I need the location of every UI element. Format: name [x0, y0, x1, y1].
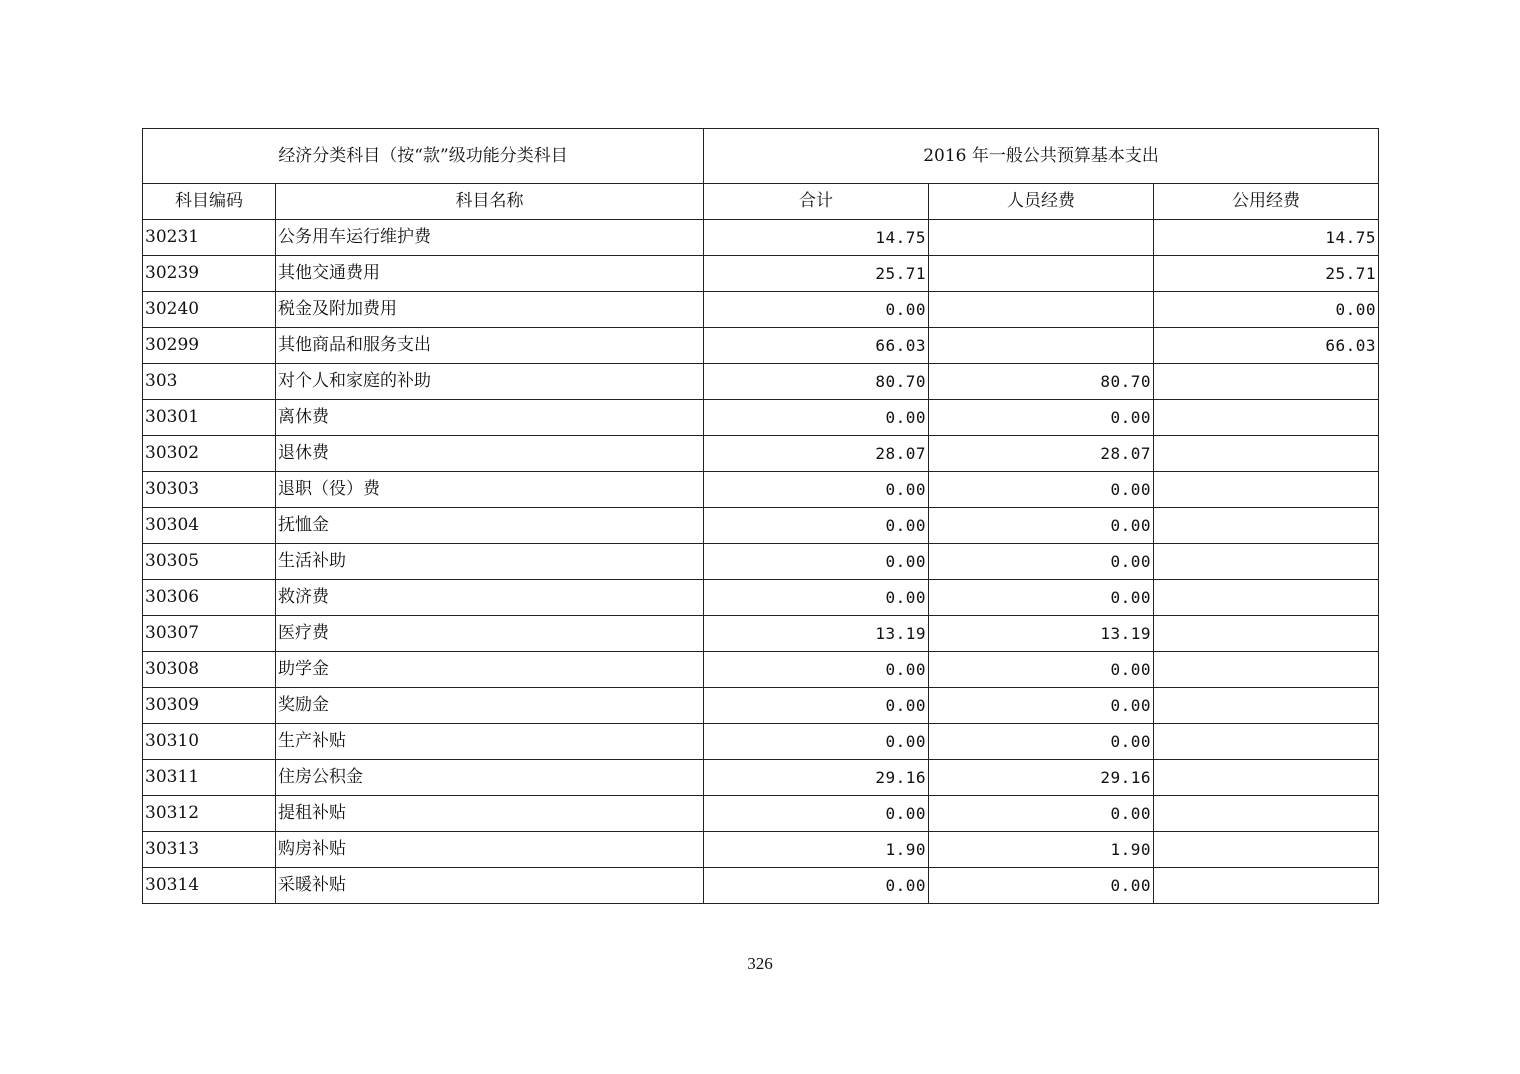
- cell-total: 25.71: [704, 256, 929, 292]
- cell-code: 30305: [143, 544, 276, 580]
- cell-public: [1154, 724, 1379, 760]
- cell-personnel: 0.00: [929, 688, 1154, 724]
- column-header-code: 科目编码: [143, 184, 276, 220]
- cell-name: 税金及附加费用: [276, 292, 704, 328]
- cell-name: 助学金: [276, 652, 704, 688]
- cell-code: 30302: [143, 436, 276, 472]
- cell-code: 30239: [143, 256, 276, 292]
- cell-personnel: 0.00: [929, 544, 1154, 580]
- cell-personnel: 1.90: [929, 832, 1154, 868]
- cell-name: 住房公积金: [276, 760, 704, 796]
- cell-personnel: 0.00: [929, 652, 1154, 688]
- table-row: [143, 256, 1379, 292]
- cell-code: 30312: [143, 796, 276, 832]
- table-row: [143, 616, 1379, 652]
- cell-public: 25.71: [1154, 256, 1379, 292]
- cell-code: 30231: [143, 220, 276, 256]
- cell-name: 其他交通费用: [276, 256, 704, 292]
- cell-name: 其他商品和服务支出: [276, 328, 704, 364]
- table-row: [143, 328, 1379, 364]
- table-row: [143, 832, 1379, 868]
- cell-public: [1154, 544, 1379, 580]
- cell-public: [1154, 472, 1379, 508]
- cell-public: 14.75: [1154, 220, 1379, 256]
- cell-total: 0.00: [704, 580, 929, 616]
- cell-code: 30313: [143, 832, 276, 868]
- cell-total: 0.00: [704, 292, 929, 328]
- cell-name: 购房补贴: [276, 832, 704, 868]
- table-row: [143, 580, 1379, 616]
- cell-name: 采暖补贴: [276, 868, 704, 904]
- cell-total: 66.03: [704, 328, 929, 364]
- table-row: [143, 364, 1379, 400]
- cell-personnel: 0.00: [929, 868, 1154, 904]
- cell-public: [1154, 760, 1379, 796]
- cell-personnel: 80.70: [929, 364, 1154, 400]
- cell-public: 66.03: [1154, 328, 1379, 364]
- cell-code: 30303: [143, 472, 276, 508]
- cell-name: 离休费: [276, 400, 704, 436]
- table-row: [143, 544, 1379, 580]
- cell-name: 公务用车运行维护费: [276, 220, 704, 256]
- cell-code: 30310: [143, 724, 276, 760]
- cell-code: 303: [143, 364, 276, 400]
- cell-personnel: 0.00: [929, 724, 1154, 760]
- cell-code: 30304: [143, 508, 276, 544]
- table-row: [143, 688, 1379, 724]
- group-header-row: [143, 129, 1379, 184]
- table-row: [143, 652, 1379, 688]
- cell-code: 30309: [143, 688, 276, 724]
- cell-code: 30314: [143, 868, 276, 904]
- group-header-budget-expenditure: 2016 年一般公共预算基本支出: [704, 129, 1379, 184]
- cell-personnel: 28.07: [929, 436, 1154, 472]
- cell-total: 0.00: [704, 652, 929, 688]
- cell-public: [1154, 616, 1379, 652]
- cell-name: 奖励金: [276, 688, 704, 724]
- table-row: [143, 436, 1379, 472]
- cell-name: 生活补助: [276, 544, 704, 580]
- cell-public: [1154, 832, 1379, 868]
- cell-total: 0.00: [704, 868, 929, 904]
- cell-total: 0.00: [704, 796, 929, 832]
- cell-public: [1154, 400, 1379, 436]
- cell-code: 30307: [143, 616, 276, 652]
- cell-public: [1154, 652, 1379, 688]
- budget-table: [142, 128, 1379, 904]
- cell-code: 30301: [143, 400, 276, 436]
- cell-code: 30240: [143, 292, 276, 328]
- cell-personnel: 0.00: [929, 580, 1154, 616]
- cell-total: 0.00: [704, 688, 929, 724]
- column-header-total: 合计: [704, 184, 929, 220]
- table-row: [143, 472, 1379, 508]
- table-row: [143, 508, 1379, 544]
- table-row: [143, 724, 1379, 760]
- cell-public: [1154, 868, 1379, 904]
- cell-personnel: 29.16: [929, 760, 1154, 796]
- page-number: 326: [747, 954, 773, 973]
- cell-code: 30308: [143, 652, 276, 688]
- cell-total: 0.00: [704, 400, 929, 436]
- cell-public: [1154, 580, 1379, 616]
- cell-name: 退职（役）费: [276, 472, 704, 508]
- cell-personnel: 0.00: [929, 472, 1154, 508]
- cell-total: 0.00: [704, 508, 929, 544]
- column-header-personnel: 人员经费: [929, 184, 1154, 220]
- cell-personnel: [929, 292, 1154, 328]
- cell-total: 80.70: [704, 364, 929, 400]
- cell-total: 29.16: [704, 760, 929, 796]
- cell-name: 退休费: [276, 436, 704, 472]
- cell-public: [1154, 688, 1379, 724]
- cell-public: [1154, 364, 1379, 400]
- cell-personnel: [929, 256, 1154, 292]
- cell-name: 提租补贴: [276, 796, 704, 832]
- table-row: [143, 400, 1379, 436]
- cell-personnel: 0.00: [929, 508, 1154, 544]
- cell-personnel: [929, 220, 1154, 256]
- table-header: [143, 129, 1379, 220]
- cell-personnel: 0.00: [929, 400, 1154, 436]
- cell-name: 生产补贴: [276, 724, 704, 760]
- cell-personnel: 13.19: [929, 616, 1154, 652]
- table-body: [143, 220, 1379, 904]
- cell-code: 30311: [143, 760, 276, 796]
- column-header-row: [143, 184, 1379, 220]
- cell-personnel: [929, 328, 1154, 364]
- cell-total: 1.90: [704, 832, 929, 868]
- table-row: [143, 292, 1379, 328]
- cell-public: [1154, 436, 1379, 472]
- table-row: [143, 220, 1379, 256]
- cell-personnel: 0.00: [929, 796, 1154, 832]
- cell-public: [1154, 508, 1379, 544]
- table-row: [143, 760, 1379, 796]
- cell-code: 30306: [143, 580, 276, 616]
- cell-total: 13.19: [704, 616, 929, 652]
- cell-name: 对个人和家庭的补助: [276, 364, 704, 400]
- cell-name: 救济费: [276, 580, 704, 616]
- cell-public: [1154, 796, 1379, 832]
- group-header-economic-classification: 经济分类科目（按“款”级功能分类科目: [143, 129, 704, 184]
- cell-total: 28.07: [704, 436, 929, 472]
- cell-name: 医疗费: [276, 616, 704, 652]
- table-row: [143, 796, 1379, 832]
- table-row: [143, 868, 1379, 904]
- cell-total: 0.00: [704, 472, 929, 508]
- cell-code: 30299: [143, 328, 276, 364]
- cell-total: 0.00: [704, 544, 929, 580]
- cell-total: 0.00: [704, 724, 929, 760]
- cell-public: 0.00: [1154, 292, 1379, 328]
- cell-total: 14.75: [704, 220, 929, 256]
- cell-name: 抚恤金: [276, 508, 704, 544]
- column-header-public: 公用经费: [1154, 184, 1379, 220]
- column-header-name: 科目名称: [276, 184, 704, 220]
